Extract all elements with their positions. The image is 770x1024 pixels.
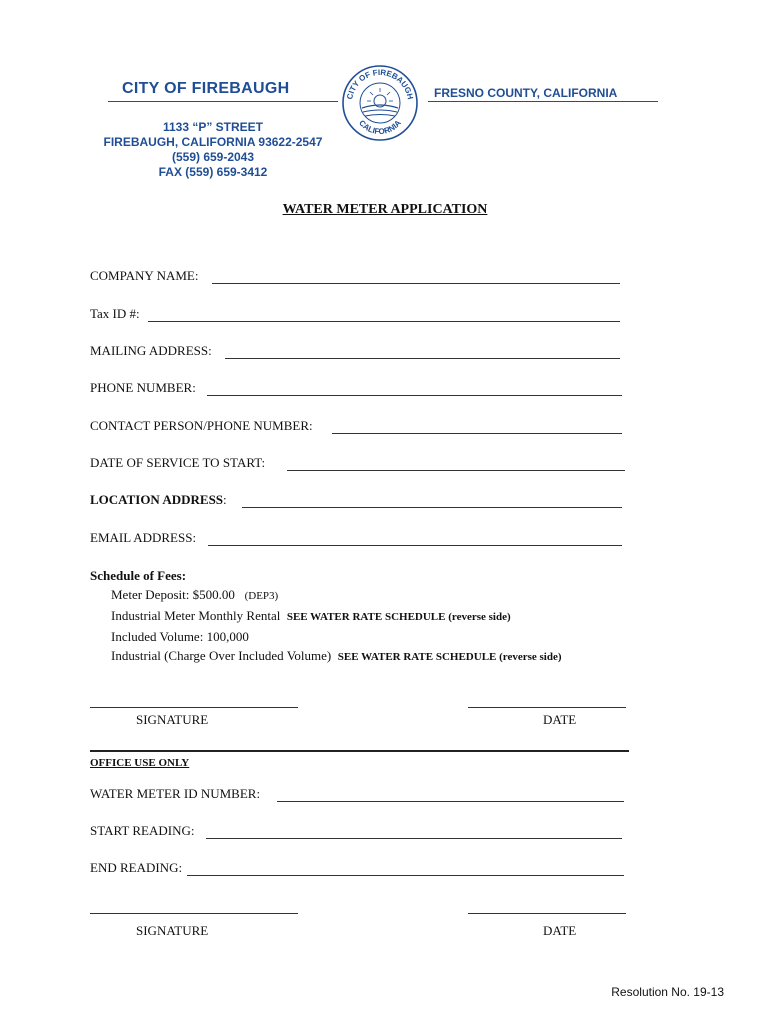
field-contact-person-line[interactable]: [332, 433, 622, 434]
fee-overage-note: SEE WATER RATE SCHEDULE (reverse side): [337, 651, 562, 663]
fees-heading: Schedule of Fees:: [90, 568, 187, 583]
field-service-date-label: DATE OF SERVICE TO START:: [90, 455, 266, 470]
field-service-date-line[interactable]: [287, 470, 625, 471]
resolution-number: Resolution No. 19-13: [611, 985, 724, 999]
address-line-1: 1133 “P” STREET: [162, 120, 264, 134]
applicant-date-label: DATE: [543, 712, 577, 727]
fee-overage: [90, 646, 562, 667]
office-signature-line[interactable]: [90, 913, 298, 914]
city-address: [98, 120, 328, 180]
field-location-address-label: [90, 492, 227, 508]
city-seal: [341, 64, 419, 142]
address-line-3: (559) 659-2043: [171, 150, 255, 164]
office-start-reading-label: START READING:: [90, 823, 195, 838]
office-use-heading: OFFICE USE ONLY: [90, 757, 190, 769]
location-address-colon: :: [223, 492, 227, 507]
field-email-address-line[interactable]: [208, 545, 622, 546]
field-mailing-address-label: MAILING ADDRESS:: [90, 343, 212, 358]
office-end-reading-line[interactable]: [187, 875, 624, 876]
field-mailing-address-line[interactable]: [225, 358, 620, 359]
field-tax-id-line[interactable]: [148, 321, 620, 322]
office-date-line[interactable]: [468, 913, 626, 914]
fee-deposit-text: Meter Deposit: $500.00: [111, 587, 235, 602]
header-rule-left: [108, 101, 338, 102]
field-phone-number-label: PHONE NUMBER:: [90, 380, 196, 395]
address-line-2: FIREBAUGH, CALIFORNIA 93622-2547: [103, 135, 323, 149]
fee-deposit: [90, 585, 562, 606]
header-rule-right: [428, 101, 658, 102]
office-meter-id-label: WATER METER ID NUMBER:: [90, 786, 261, 801]
applicant-signature-label: SIGNATURE: [136, 712, 209, 727]
fee-rental-text: Industrial Meter Monthly Rental: [111, 608, 281, 623]
office-date-label: DATE: [543, 923, 577, 938]
fee-rental-note: SEE WATER RATE SCHEDULE (reverse side): [286, 611, 511, 623]
fee-rental: [90, 606, 562, 627]
applicant-signature-line[interactable]: [90, 707, 298, 708]
address-line-4: FAX (559) 659-3412: [158, 165, 268, 179]
field-company-name-label: COMPANY NAME:: [90, 268, 199, 283]
field-contact-person-label: CONTACT PERSON/PHONE NUMBER:: [90, 418, 313, 433]
form-title: WATER METER APPLICATION: [282, 202, 488, 217]
section-divider: [90, 750, 629, 752]
field-location-address-line[interactable]: [242, 507, 622, 508]
fee-overage-text: Industrial (Charge Over Included Volume): [111, 648, 332, 663]
location-address-text: LOCATION ADDRESS: [90, 492, 224, 507]
fees-section: [90, 566, 562, 667]
office-start-reading-line[interactable]: [206, 838, 622, 839]
svg-text:CALIFORNIA: [357, 118, 403, 136]
city-name: CITY OF FIREBAUGH: [122, 80, 290, 97]
field-tax-id-label: Tax ID #:: [90, 306, 140, 321]
svg-text:CITY OF FIREBAUGH: [345, 68, 415, 100]
fee-deposit-code: (DEP3): [244, 590, 279, 602]
office-meter-id-line[interactable]: [277, 801, 624, 802]
field-company-name-line[interactable]: [212, 283, 620, 284]
fee-included-volume: Included Volume: 100,000: [111, 629, 249, 644]
county-name: FRESNO COUNTY, CALIFORNIA: [434, 86, 618, 100]
office-signature-label: SIGNATURE: [136, 923, 209, 938]
applicant-date-line[interactable]: [468, 707, 626, 708]
field-phone-number-line[interactable]: [207, 395, 622, 396]
seal-bottom-text: CALIFORNIA: [357, 118, 403, 137]
seal-top-text: CITY OF FIREBAUGH: [345, 67, 415, 101]
office-end-reading-label: END READING:: [90, 860, 183, 875]
field-email-address-label: EMAIL ADDRESS:: [90, 530, 197, 545]
